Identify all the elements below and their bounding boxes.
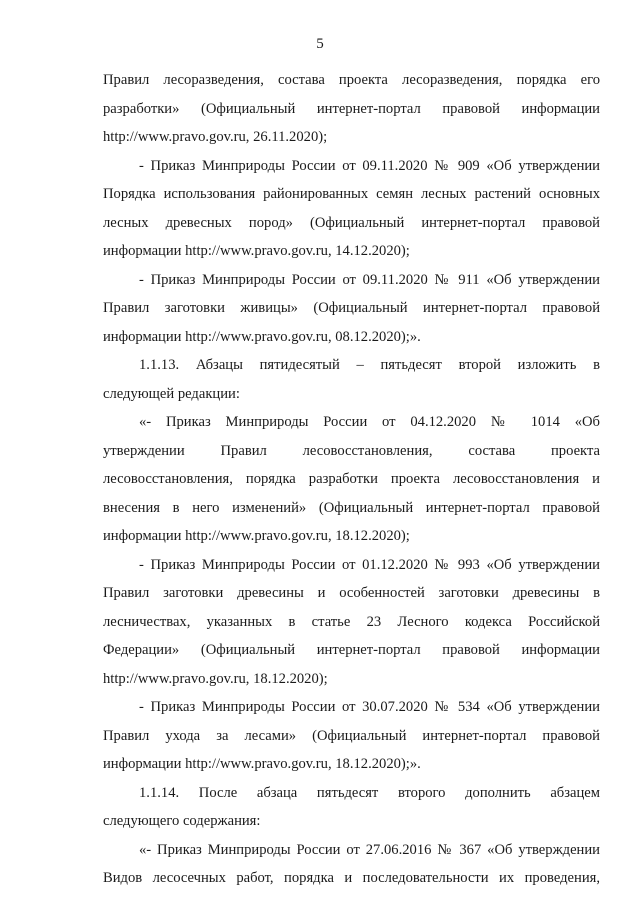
text-line: информации http://www.pravo.gov.ru, 08.12.2020);».: [103, 328, 421, 345]
text-line: информации http://www.pravo.gov.ru, 14.12.2020);: [103, 243, 410, 259]
text-line: http://www.pravo.gov.ru, 18.12.2020);: [103, 670, 328, 687]
text-line: - Приказ Минприроды России от 30.07.2020 № 534 «Об утверждении: [139, 699, 600, 715]
text-line: «- Приказ Минприроды России от 27.06.2016 № 367 «Об утверждении: [139, 841, 600, 858]
text-line: «- Приказ Минприроды России от 04.12.2020 № 1014 «Об: [139, 414, 600, 430]
text-line: информации http://www.pravo.gov.ru, 18.12.2020);: [103, 528, 410, 544]
text-line: - Приказ Минприроды России от 01.12.2020 № 993 «Об утверждении: [139, 556, 600, 573]
text-line: Видов лесосечных работ, порядка и последовательности их проведения,: [103, 870, 600, 886]
text-line: лесничествах, указанных в статье 23 Лесного кодекса Российской: [103, 613, 600, 630]
text-line: - Приказ Минприроды России от 09.11.2020 № 911 «Об утверждении: [139, 271, 600, 288]
text-line: - Приказ Минприроды России от 09.11.2020 № 909 «Об утверждении: [139, 157, 600, 174]
text-line: http://www.pravo.gov.ru, 26.11.2020);: [103, 129, 328, 145]
document-body: [103, 66, 600, 893]
text-line: Правил лесоразведения, состава проекта лесоразведения, порядка его: [103, 72, 600, 88]
text-line: следующей редакции:: [103, 385, 240, 402]
text-line: Правил заготовки живицы» (Официальный интернет-портал правовой: [103, 300, 600, 316]
page-number: 5: [316, 36, 324, 52]
text-line: лесовосстановления, порядка разработки проекта лесовосстановления и: [103, 471, 600, 487]
text-line: 1.1.13. Абзацы пятидесятый – пятьдесят второй изложить в: [139, 357, 600, 373]
text-line: Правил ухода за лесами» (Официальный интернет-портал правовой: [103, 727, 600, 744]
text-line: информации http://www.pravo.gov.ru, 18.12.2020);».: [103, 756, 421, 772]
text-line: лесных древесных пород» (Официальный интернет-портал правовой: [103, 214, 600, 231]
text-line: Федерации» (Официальный интернет-портал правовой информации: [103, 642, 600, 658]
text-line: 1.1.14. После абзаца пятьдесят второго дополнить абзацем: [139, 784, 600, 801]
text-line: внесения в него изменений» (Официальный интернет-портал правовой: [103, 499, 600, 516]
text-line: разработки» (Официальный интернет-портал правовой информации: [103, 100, 600, 117]
text-line: Порядка использования районированных семян лесных растений основных: [103, 186, 600, 202]
text-line: следующего содержания:: [103, 813, 261, 829]
text-line: Правил заготовки древесины и особенностей заготовки древесины в: [103, 585, 600, 601]
text-line: утверждении Правил лесовосстановления, состава проекта: [103, 442, 600, 459]
